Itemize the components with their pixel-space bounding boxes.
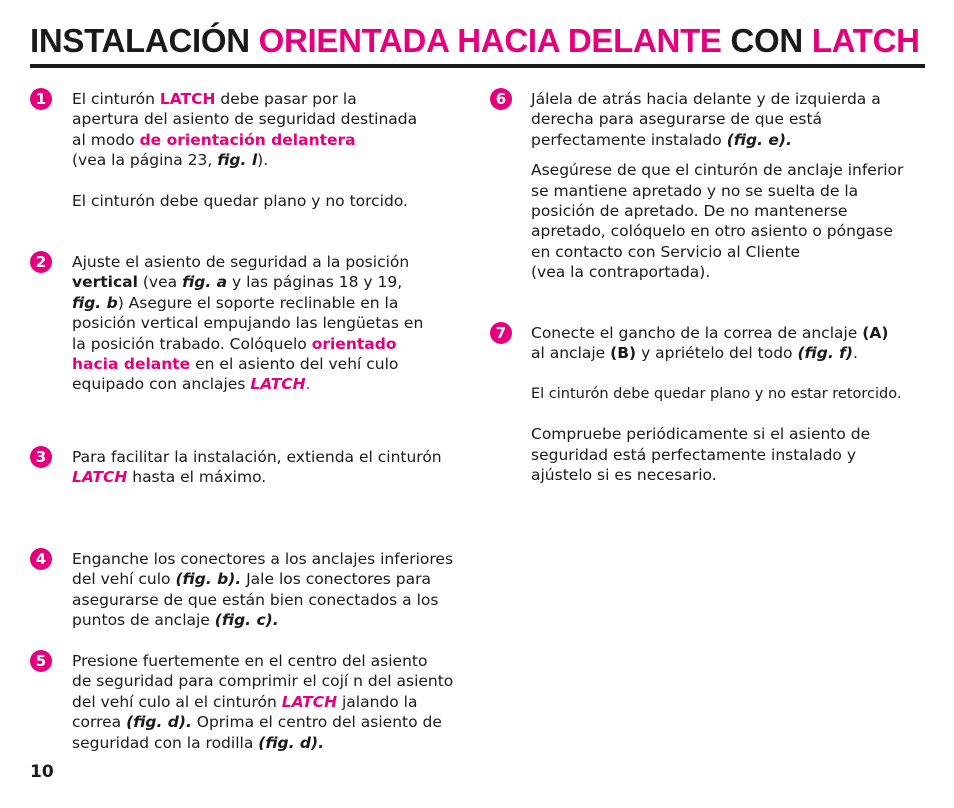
- t: posición de apretado. De no mantenerse: [531, 202, 848, 221]
- t: posición vertical empujando las lengüetas en: [72, 314, 424, 333]
- t: en el asiento del vehí culo: [190, 355, 399, 374]
- step-3-badge: 3: [30, 446, 52, 468]
- t: orientado: [311, 334, 397, 353]
- t: y las páginas 18 y 19,: [227, 273, 403, 292]
- t: apretado, colóquelo en otro asiento o póngase: [531, 222, 893, 241]
- t: y apriételo del todo: [636, 344, 798, 363]
- step-7-badge: 7: [490, 322, 512, 344]
- t: perfectamente instalado: [531, 130, 727, 149]
- t: la posición trabado. Colóquelo: [72, 334, 312, 353]
- t: se mantiene apretado y no se suelta de la: [531, 181, 859, 200]
- step-6-text: [531, 89, 903, 283]
- t: (vea la página 23,: [72, 151, 218, 170]
- t: .: [305, 375, 311, 394]
- t: vertical: [72, 273, 138, 292]
- t: Presione fuertemente en el centro del asiento: [72, 652, 428, 670]
- t: derecha para asegurarse de que está: [531, 110, 823, 129]
- t: (fig. f): [797, 344, 853, 363]
- step-3-text: [72, 447, 442, 488]
- t: (fig. b).: [175, 570, 242, 589]
- t: del vehí culo al el cinturón: [72, 692, 282, 711]
- t: El cinturón: [72, 90, 160, 108]
- t: puntos de anclaje: [72, 611, 215, 630]
- t: (vea: [137, 273, 183, 292]
- t: fig. b: [72, 293, 118, 312]
- step-2-text: [72, 252, 423, 395]
- title-part2: ORIENTADA HACIA DELANTE: [258, 22, 722, 59]
- title-rule: [30, 64, 925, 68]
- t: seguridad con la rodilla: [72, 733, 259, 752]
- t: El cinturón debe quedar plano y no torcido.: [72, 191, 408, 210]
- t: LATCH: [250, 375, 306, 394]
- t: debe pasar por la: [215, 90, 357, 108]
- t: ).: [257, 151, 269, 170]
- t: del vehí culo: [72, 570, 176, 589]
- t: fig. l: [217, 151, 258, 170]
- t: Conecte el gancho de la correa de anclaje: [531, 324, 863, 342]
- t: LATCH: [72, 468, 128, 487]
- step-1-badge: 1: [30, 88, 52, 110]
- t: Compruebe periódicamente si el asiento de: [531, 425, 871, 444]
- t: asegurarse de que están bien conectados a los: [72, 590, 439, 609]
- t: LATCH: [281, 692, 338, 711]
- step-6-badge: 6: [490, 88, 512, 110]
- t: apertura del asiento de seguridad destinada: [72, 110, 418, 129]
- step-5-text: [72, 651, 453, 753]
- t: Enganche los conectores a los anclajes inferiores: [72, 550, 454, 568]
- t: equipado con anclajes: [72, 375, 251, 394]
- t: (fig. c).: [214, 611, 279, 630]
- t: Jale los conectores para: [241, 570, 431, 589]
- t: fig. a: [182, 273, 228, 292]
- t: Oprima el centro del asiento de: [191, 713, 442, 732]
- step-4-badge: 4: [30, 548, 52, 570]
- t: seguridad está perfectamente instalado y: [531, 445, 857, 464]
- t: Asegúrese de que el cinturón de anclaje inferior: [531, 161, 904, 180]
- t: hasta el máximo.: [127, 468, 267, 487]
- t: ) Asegure el soporte reclinable en la: [117, 293, 399, 312]
- t: (fig. d).: [126, 713, 192, 732]
- t: de orientación delantera: [139, 130, 356, 149]
- step-7-text: [531, 323, 901, 485]
- t: de seguridad para comprimir el cojí n del asiento: [72, 672, 454, 691]
- step-5-badge: 5: [30, 650, 52, 672]
- step-4-text: [72, 549, 453, 631]
- t: Ajuste el asiento de seguridad a la posición: [72, 253, 410, 271]
- title-part3: CON: [721, 22, 812, 59]
- t: Para facilitar la instalación, extienda el cinturón: [72, 448, 442, 466]
- title-part1: INSTALACIÓN: [30, 22, 259, 59]
- t: El cinturón debe quedar plano y no estar retorcido.: [531, 385, 902, 402]
- t: correa: [72, 713, 127, 732]
- t: al anclaje: [531, 344, 611, 363]
- t: ajústelo si es necesario.: [531, 466, 717, 485]
- t: (B): [610, 344, 637, 363]
- step-1-text: [72, 89, 417, 211]
- page-title: [30, 22, 920, 60]
- t: LATCH: [159, 90, 216, 108]
- t: hacia delante: [72, 355, 191, 374]
- t: (fig. e).: [726, 130, 792, 149]
- t: (fig. d).: [258, 733, 324, 752]
- t: en contacto con Servicio al Cliente: [531, 242, 801, 261]
- t: (vea la contraportada).: [531, 263, 711, 282]
- t: .: [852, 344, 858, 363]
- page-number: 10: [30, 762, 54, 782]
- t: (A): [862, 324, 889, 342]
- title-part4: LATCH: [811, 22, 920, 59]
- t: jalando la: [337, 692, 418, 711]
- step-2-badge: 2: [30, 251, 52, 273]
- t: al modo: [72, 130, 140, 149]
- t: Jálela de atrás hacia delante y de izquierda a: [531, 90, 881, 108]
